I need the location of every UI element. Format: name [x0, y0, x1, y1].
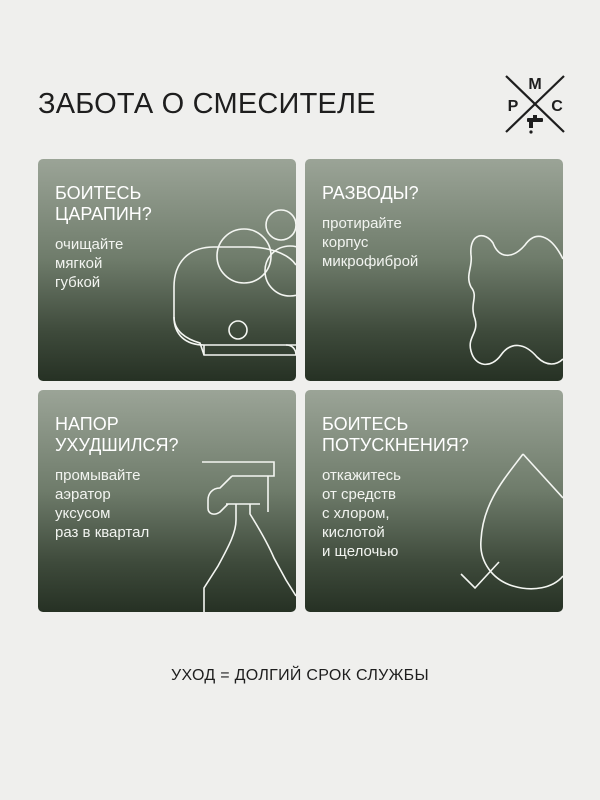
- card-text: откажитесь от средств с хлором, кислотой и щелочью: [322, 467, 401, 560]
- card-heading: РАЗВОДЫ?: [322, 183, 419, 203]
- card-text: промывайте аэратор уксусом раз в квартал: [55, 467, 150, 541]
- logo-letter-m: М: [528, 76, 542, 93]
- tip-card-scratches: [38, 159, 296, 381]
- tip-card-tarnish: [305, 390, 563, 612]
- card-heading: НАПОР УХУДШИЛСЯ?: [55, 414, 179, 455]
- logo-mark: [500, 72, 570, 136]
- footer-slogan: УХОД = ДОЛГИЙ СРОК СЛУЖБЫ: [171, 667, 429, 684]
- logo-letter-s: С: [551, 98, 563, 115]
- page-title: ЗАБОТА О СМЕСИТЕЛЕ: [38, 88, 376, 120]
- faucet-icon: [527, 115, 543, 134]
- card-heading: БОИТЕСЬ ЦАРАПИН?: [55, 183, 152, 224]
- brand-logo: [500, 72, 570, 136]
- logo-letter-r: Р: [507, 98, 519, 115]
- card-text: протирайте корпус микрофиброй: [322, 215, 419, 270]
- card-text: очищайте мягкой губкой: [55, 236, 124, 291]
- tip-card-pressure: [38, 390, 296, 612]
- tip-card-stains: [305, 159, 563, 381]
- card-heading: БОИТЕСЬ ПОТУСКНЕНИЯ?: [322, 414, 469, 455]
